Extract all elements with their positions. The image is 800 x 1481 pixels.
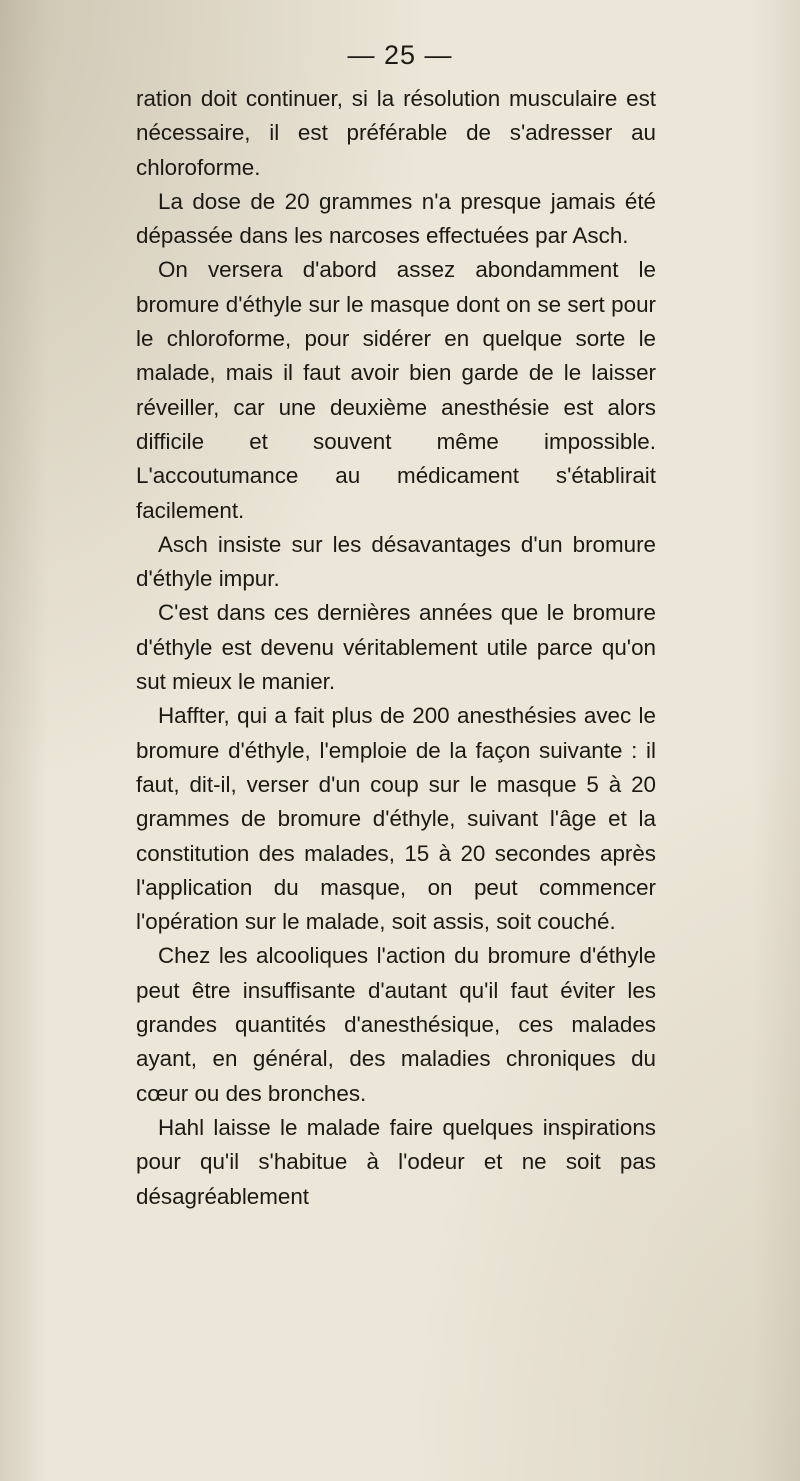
paragraph-3: On versera d'abord assez abondamment le bromure d'éthyle sur le masque dont on se sert pour le chloroforme, pour sidérer en quelque sorte le malade, mais il faut avoir bien garde de le laisser réveiller, car une deuxième anesthésie est alors difficile et souvent même impossible. L'accoutumance au médicament s'établirait facilement. [136, 257, 656, 523]
paragraph-1: ration doit continuer, si la résolution musculaire est nécessaire, il est préférable de s'adresser au chloroforme. [136, 86, 656, 180]
paragraph-6: Haffter, qui a fait plus de 200 anesthésies avec le bromure d'éthyle, l'emploie de la façon suivante : il faut, dit-il, verser d'un coup sur le masque 5 à 20 grammes de bromure d'éthyle, suivant l'âge et la constitution des malades, 15 à 20 secondes après l'application du masque, on peut commencer l'opération sur le malade, soit assis, soit couché. [136, 703, 656, 935]
paragraph-2: La dose de 20 grammes n'a presque jamais été dépassée dans les narcoses effectuées par Asch. [136, 188, 656, 249]
paragraph-7: Chez les alcooliques l'action du bromure d'éthyle peut être insuffisante d'autant qu'il faut éviter les grandes quantités d'anesthésique, ces malades ayant, en général, des maladies chroniques du cœur ou des bronches. [136, 943, 656, 1106]
page-number: — 25 — [347, 40, 453, 70]
paragraph-5: C'est dans ces dernières années que le bromure d'éthyle est devenu véritablement utile parce qu'on sut mieux le manier. [136, 600, 656, 695]
paragraph-8: Hahl laisse le malade faire quelques inspirations pour qu'il s'habitue à l'odeur et ne soit pas désagréablement [136, 1114, 656, 1209]
paragraph-4: Asch insiste sur les désavantages d'un bromure d'éthyle impur. [136, 531, 656, 592]
body-text [136, 82, 656, 1214]
